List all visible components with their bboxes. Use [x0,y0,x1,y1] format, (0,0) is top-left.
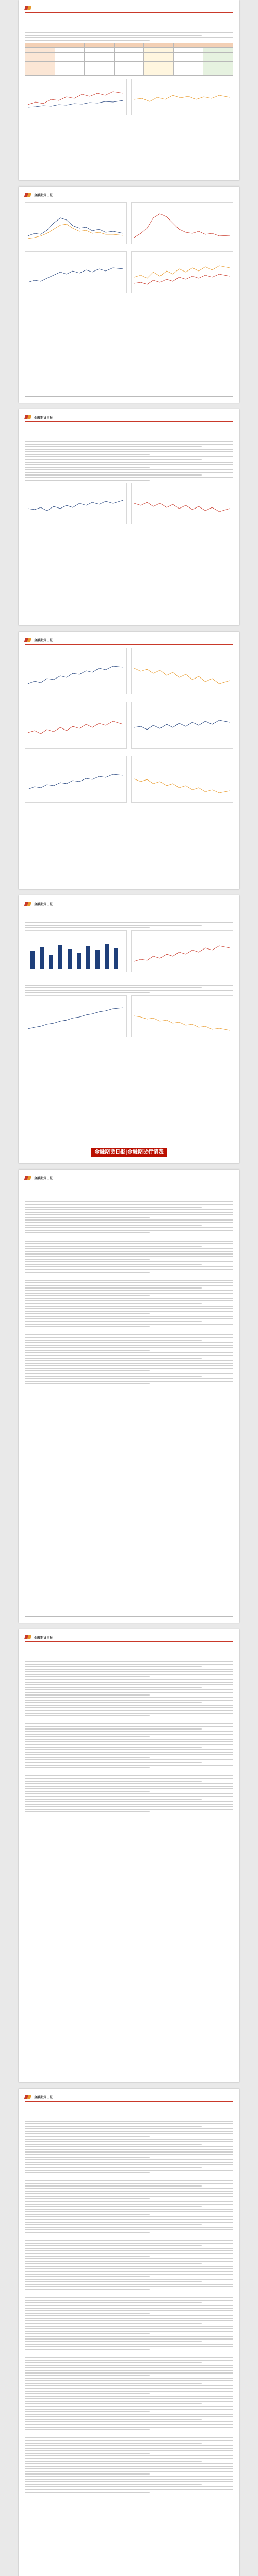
chart-plot [132,84,233,115]
chart-series-line [28,1008,123,1029]
header-title: 金融期货日报 [34,416,53,420]
chart-series-line [28,268,123,282]
page-number [223,1158,233,1161]
chart-plot [132,936,233,972]
chart-title [25,648,126,653]
chart-panel [131,930,233,972]
footer-disclaimer [25,620,35,623]
footer-disclaimer [25,175,35,178]
chart-bar [86,946,90,969]
page-header [25,4,233,13]
page-number [223,884,233,887]
chart-series-line [28,218,123,236]
chart-source-note [25,527,233,530]
chart-panel [25,930,127,972]
subsection-heading [25,1329,233,1333]
body-paragraph [25,2115,233,2119]
page-number [223,1618,233,1620]
section-heading [25,425,233,429]
chart-series-line [134,266,230,278]
body-text-block [25,922,233,928]
chart-plot [132,707,233,748]
watermark-text: 金融期货日报|金融期货行情表 [91,1148,167,1157]
chart-plot [25,761,126,802]
table-row [25,62,233,66]
table-row [25,66,233,71]
body-text-block [25,2240,233,2290]
page-footer [25,1157,233,1161]
header-title: 金融期货日报 [34,193,53,197]
footer-disclaimer [25,2077,35,2080]
header-title: 金融期货日报 [34,902,53,906]
chart-panel [25,251,127,293]
header-title: 金融期货日报 [34,2095,53,2099]
chart-plot [25,936,126,972]
chart-plot [25,257,126,293]
chart-bar [30,951,35,969]
chart-bar [114,948,118,969]
page-number [223,2077,233,2080]
chart-title [25,79,126,84]
chart-title [132,756,233,761]
section-heading [25,1645,233,1649]
chart-title [25,483,126,488]
body-text-block [25,985,233,993]
chart-panel [25,995,127,1037]
chart-series-line [134,214,230,238]
chart-source-note [25,697,233,700]
chart-title [132,996,233,1001]
subsection-heading [25,917,233,921]
section-heading [25,911,233,915]
chart-panel [131,702,233,749]
page-header [25,1174,233,1182]
company-logo-icon [25,1175,32,1180]
body-paragraph [25,1656,233,1659]
company-logo-icon [25,1635,32,1640]
chart-series-line [134,274,230,284]
chart-series-line [134,946,230,961]
chart-title [132,702,233,707]
footer-disclaimer [25,884,35,887]
chart-title [25,996,126,1001]
body-text-block [25,1201,233,1233]
chart-plot [132,257,233,293]
page-footer [25,883,233,887]
subsection-heading [25,2235,233,2239]
chart-panel [25,202,127,244]
chart-title [25,252,126,257]
page-footer [25,2076,233,2080]
chart-title [132,931,233,936]
chart-plot [132,653,233,694]
report-page-6 [19,1170,239,1623]
footer-disclaimer [25,398,35,400]
body-text-block [25,2297,233,2350]
report-page-4 [19,632,239,889]
chart-plot [132,761,233,802]
chart-panel [131,79,233,115]
body-text-block [25,1661,233,1716]
chart-title [25,702,126,707]
chart-series-line [134,720,230,730]
header-title: 金融期货日报 [34,1636,53,1640]
chart-panel [25,648,127,694]
body-text-block [25,1723,233,1768]
chart-bar [58,945,62,969]
chart-panel [131,202,233,244]
chart-panel [131,648,233,694]
company-logo-icon [25,2094,32,2099]
watermark-banner [19,1148,239,1157]
page-number [223,175,233,178]
chart-title [25,931,126,936]
chart-bar [105,944,109,969]
subsection-heading [25,1770,233,1774]
chart-source-note [25,295,233,298]
chart-plot [25,653,126,694]
chart-plot [25,208,126,244]
chart-title [25,756,126,761]
section-heading [25,2105,233,2108]
body-text-block [25,2357,233,2430]
report-page-5 [19,895,239,1163]
chart-row [25,251,233,293]
subsection-heading [25,2110,233,2114]
body-paragraph [25,27,233,30]
report-page-2 [19,187,239,403]
company-logo-icon [25,637,32,642]
page-footer [25,174,233,178]
chart-title [132,648,233,653]
chart-series-line [134,502,230,512]
chart-title [25,203,126,208]
chart-series-line [134,1016,230,1030]
table-row [25,48,233,53]
subsection-heading [25,1718,233,1722]
report-page-1 [19,0,239,180]
page-footer [25,619,233,623]
chart-bar [49,955,53,969]
chart-series-line [28,774,123,789]
company-logo-icon [25,415,32,420]
chart-series-line [28,666,123,684]
chart-panel [131,251,233,293]
chart-title [132,79,233,84]
chart-title [132,203,233,208]
chart-panel [131,483,233,524]
chart-source-note [25,246,233,249]
page-header [25,413,233,422]
chart-bar [95,950,100,969]
body-paragraph [25,1196,233,1200]
chart-panel [131,756,233,803]
report-page-3 [19,409,239,625]
chart-panel [25,79,127,115]
body-text-block [25,2437,233,2493]
market-data-table [25,43,233,76]
page-footer [25,396,233,400]
chart-row [25,702,233,749]
section-heading [25,1185,233,1189]
body-text-block [25,1334,233,1384]
body-text-block [25,441,233,481]
subsection-heading [25,1235,233,1239]
chart-plot [132,1001,233,1037]
chart-series-line [28,92,123,105]
subsection-heading [25,431,233,434]
table-row [25,57,233,62]
chart-bar [40,947,44,969]
footer-disclaimer [25,1158,35,1161]
page-header [25,2093,233,2102]
body-text-block [25,2121,233,2173]
chart-series-line [28,224,123,239]
body-text-block [25,32,233,41]
chart-series-line [28,500,123,511]
chart-plot [25,488,126,524]
chart-series-line [28,721,123,734]
chart-title [132,483,233,488]
table-row [25,71,233,76]
chart-title [132,252,233,257]
company-logo-icon [25,192,32,197]
chart-series-line [134,95,230,101]
chart-series-line [28,100,123,107]
header-title: 金融期货日报 [34,1176,53,1180]
chart-row [25,995,233,1037]
footer-disclaimer [25,1618,35,1620]
page-header [25,191,233,199]
chart-panel [25,756,127,803]
table-header-row [25,43,233,48]
chart-bar [68,949,72,969]
body-text-block [25,1280,233,1327]
chart-row [25,756,233,803]
body-text-block [25,2180,233,2233]
page-number [223,620,233,623]
page-header [25,900,233,908]
subsection-heading [25,2175,233,2179]
chart-source-note [25,117,233,121]
table-row [25,53,233,57]
chart-row [25,648,233,694]
report-page-7 [19,1629,239,2082]
company-logo-icon [25,6,32,11]
chart-series-line [134,668,230,684]
report-page-8 [19,2089,239,2576]
chart-row [25,202,233,244]
chart-plot [25,1001,126,1037]
body-paragraph [25,436,233,439]
chart-panel [25,702,127,749]
header-title: 金融期货日报 [34,638,53,642]
subsection-heading [25,979,233,983]
subsection-heading [25,2432,233,2436]
chart-panel [131,995,233,1037]
chart-plot [25,707,126,748]
chart-plot [132,208,233,244]
subsection-heading [25,1651,233,1654]
subsection-heading [25,2292,233,2296]
subsection-heading [25,1275,233,1278]
subsection-heading [25,2352,233,2355]
body-text-block [25,1241,233,1273]
chart-source-note [25,974,233,977]
chart-source-note [25,751,233,754]
company-logo-icon [25,901,32,906]
chart-bar [77,953,81,969]
page-number [223,398,233,400]
page-footer [25,1616,233,1620]
subsection-heading [25,1191,233,1195]
chart-row [25,930,233,972]
page-header [25,1633,233,1642]
section-heading [25,16,233,20]
chart-series-line [134,779,230,793]
chart-plot [132,488,233,524]
chart-plot [25,84,126,115]
chart-row [25,79,233,115]
chart-row [25,483,233,524]
page-header [25,636,233,645]
subsection-heading [25,22,233,25]
chart-panel [25,483,127,524]
body-text-block [25,1775,233,1812]
